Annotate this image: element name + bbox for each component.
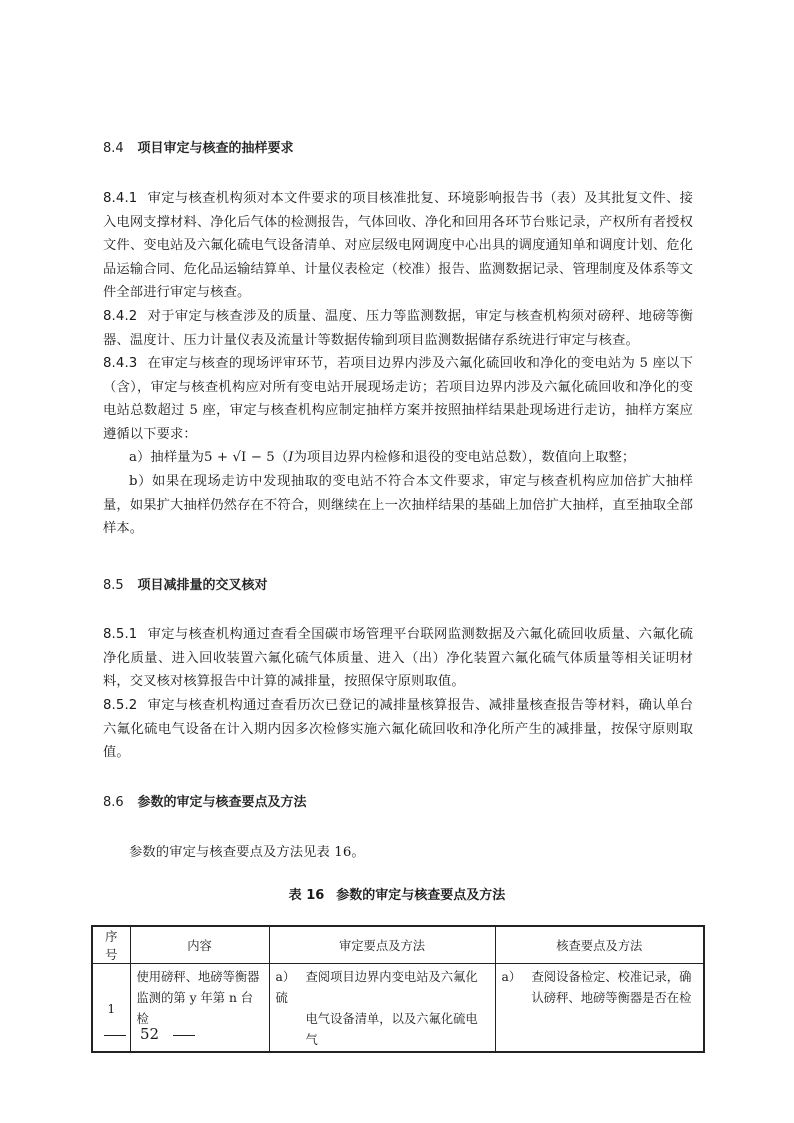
clause-text: 对于审定与核查涉及的质量、温度、压力等监测数据，审定与核查机构须对磅秤、地磅等衡器、温度计、压力计量仪表及流量计等数据传输到项目监测数据储存系统进行审定与核查。 [103, 309, 693, 348]
section-heading-8-5 [103, 574, 268, 593]
clause-text: 审定与核查机构通过查看全国碳市场管理平台联网监测数据及六氟化硫回收质量、六氟化硫净化质量、进入回收装置六氟化硫气体质量、进入（出）净化装置六氟化硫气体质量等相关证明材料，交叉核对核算报告中计算的减排量，按照保守原则取值。 [103, 627, 693, 689]
page-footer [104, 1025, 195, 1043]
table-caption [0, 884, 794, 903]
section-heading-8-4 [103, 137, 294, 156]
dash-right [173, 1035, 195, 1036]
cell-verify [495, 964, 704, 1053]
section-number: 8.4 [103, 141, 124, 156]
list-marker: a） [501, 970, 522, 984]
paragraph-8-5-1 [103, 623, 693, 694]
clause-text: 在审定与核查的现场评审环节，若项目边界内涉及六氟化硫回收和净化的变电站为 5 座以下（含），审定与核查机构应对所有变电站开展现场走访；若项目边界内涉及六氟化硫回收和净化的变电站总数超过 5 座，审定与核查机构应制定抽样方案并按照抽样结果赴现场进行走访，抽样方案应遵循以下要求： [103, 356, 693, 442]
section-title: 项目减排量的交叉核对 [137, 578, 268, 593]
list-item-a [103, 446, 693, 470]
verify-line: 认磅秤、地磅等衡器是否在检 [531, 991, 692, 1005]
verify-line: 查阅设备检定、校准记录，确 [531, 970, 692, 984]
item-text: b）如果在现场走访中发现抽取的变电站不符合本文件要求，审定与核查机构应加倍扩大抽样量，如果扩大抽样仍然存在不符合，则继续在上一次抽样结果的基础上加倍扩大抽样，直至抽取全部样本。 [103, 474, 693, 536]
paragraph-8-4-3 [103, 352, 693, 446]
paragraph-8-6 [103, 841, 693, 865]
header-seq: 序号 [92, 926, 130, 964]
content-line: 使用磅秤、地磅等衡器 [136, 970, 260, 984]
clause-number: 8.4.1 [103, 191, 138, 206]
dash-left [104, 1035, 126, 1036]
section-title: 项目审定与核查的抽样要求 [137, 141, 294, 156]
section-heading-8-6 [103, 791, 307, 810]
sampling-formula: 5 + √I − 5 [204, 450, 275, 465]
paragraph-8-4-1 [103, 187, 693, 305]
review-line: 电气设备清单，以及六氟化硫电气 [305, 1012, 478, 1047]
paragraph-8-4-2 [103, 305, 693, 352]
content-line: 监测的第 y 年第 n 台检 [136, 991, 254, 1026]
paren-open: （ [274, 450, 289, 465]
clause-text: 审定与核查机构通过查看历次已登记的减排量核算报告、减排量核查报告等材料，确认单台六氟化硫电气设备在计入期内因多次检修实施六氟化硫回收和净化所产生的减排量，按保守原则取值。 [103, 698, 693, 760]
header-verify: 核查要点及方法 [495, 926, 704, 964]
cell-review [269, 964, 495, 1053]
variable-i: I [288, 450, 294, 465]
table-number: 表 16 [288, 888, 325, 903]
paragraph-8-5-2 [103, 694, 693, 765]
header-content: 内容 [130, 926, 269, 964]
clause-text: 审定与核查机构须对本文件要求的项目核准批复、环境影响报告书（表）及其批复文件、接入电网支撑材料、净化后气体的检测报告，气体回收、净化和回用各环节台账记录，产权所有者授权文件、变电站及六氟化硫电气设备清单、对应层级电网调度中心出具的调度通知单和调度计划、危化品运输合同、危化品运输结算单、计量仪表检定（校准）报告、监测数据记录、管理制度及体系等文件全部进行审定与核查。 [103, 191, 693, 300]
section-title: 参数的审定与核查要点及方法 [137, 795, 307, 810]
item-prefix: a）抽样量为 [129, 450, 205, 465]
clause-number: 8.4.3 [103, 356, 138, 371]
paragraph-text: 参数的审定与核查要点及方法见表 16。 [129, 845, 365, 860]
list-marker: a） [275, 970, 296, 984]
page-number: 52 [140, 1025, 160, 1043]
section-number: 8.5 [103, 578, 124, 593]
clause-number: 8.5.1 [103, 627, 138, 642]
cell-seq: 1 [92, 964, 130, 1053]
clause-number: 8.4.2 [103, 309, 138, 324]
item-suffix: 为项目边界内检修和退役的变电站总数），数值向上取整； [293, 450, 636, 465]
review-line: 查阅项目边界内变电站及六氟化硫 [275, 970, 478, 1005]
list-item-b [103, 470, 693, 541]
section-number: 8.6 [103, 795, 124, 810]
table-header-row [92, 926, 704, 964]
header-review: 审定要点及方法 [269, 926, 495, 964]
clause-number: 8.5.2 [103, 698, 138, 713]
table-title: 参数的审定与核查要点及方法 [336, 888, 506, 903]
